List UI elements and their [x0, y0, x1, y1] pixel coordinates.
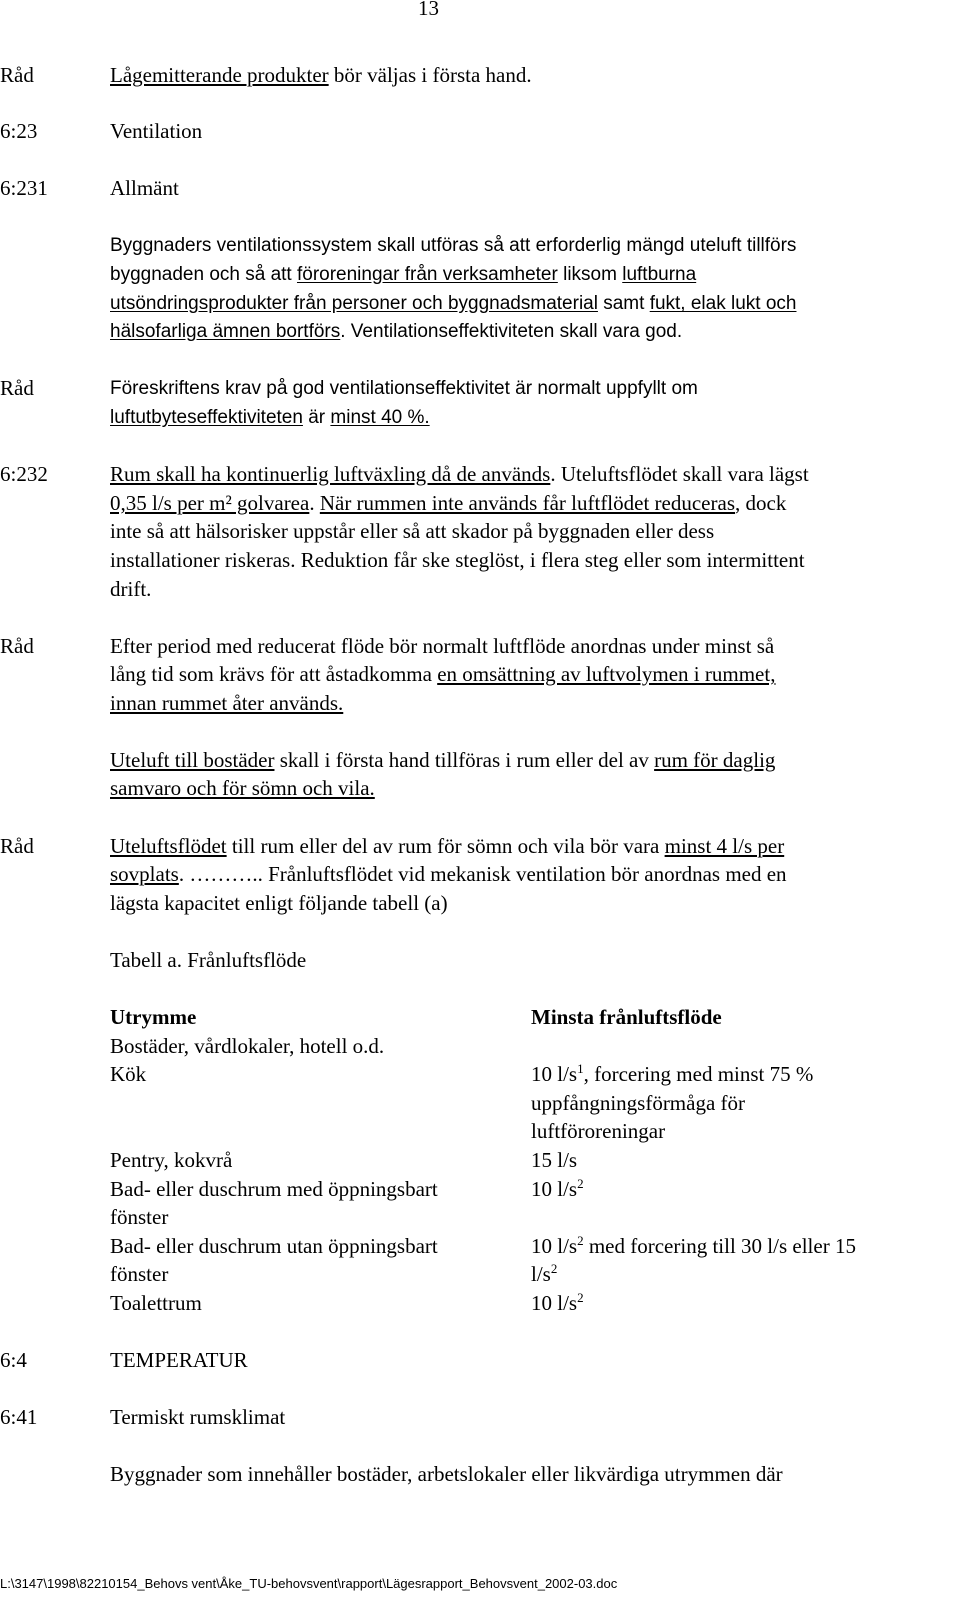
heading-ventilation: Ventilation [110, 119, 203, 143]
table-cell-kok-value-line-2: uppfångningsförmåga för [531, 1091, 746, 1115]
table-cell-bad-oppningsbart: Bad- eller duschrum med öppningsbart [110, 1177, 438, 1201]
rad-reducerat-line-1: Efter period med reducerat flöde bör normalt luftflöde anordnas under minst så [110, 634, 775, 658]
rad-uteluftsflode-line-1: Uteluftsflödet till rum eller del av rum för sömn och vila bör vara minst 4 l/s per [110, 834, 785, 858]
table-cell-pentry: Pentry, kokvrå [110, 1148, 233, 1172]
rad-uteluftsflode-line-3: lägsta kapacitet enligt följande tabell (a) [110, 891, 448, 915]
table-cell-bad-oppningsbart-line-2: fönster [110, 1205, 169, 1229]
uteluft-line-2: samvaro och för sömn och vila. [110, 776, 375, 800]
rad-ventilationseffektivitet-line-1: Föreskriftens krav på god ventilationseffektivitet är normalt uppfyllt om [110, 378, 698, 399]
rad-ventilationseffektivitet-line-2: luftutbyteseffektiviteten är minst 40 %. [110, 407, 430, 428]
uteluft-line-1: Uteluft till bostäder skall i första hand tillföras i rum eller del av rum för daglig [110, 748, 776, 772]
table-cell-bad-utan-value: 10 $l/s^2$ med forcering till 30 l/s eller 15 [531, 1233, 856, 1258]
table-header-franluftsflode: Minsta frånluftsflöde [531, 1005, 722, 1029]
heading-allmant: Allmänt [110, 176, 179, 200]
section-number-6231: 6:231 [0, 176, 48, 200]
rad-reducerat-line-2: lång tid som krävs för att åstadkomma en omsättning av luftvolymen i rummet, [110, 662, 776, 686]
table-cell-kok-value: 10 $l/s^1$, forcering med minst 75 % [531, 1061, 814, 1086]
allmant-line-4: hälsofarliga ämnen bortförs. Ventilationseffektiviteten skall vara god. [110, 321, 683, 342]
table-cell-toalettrum: Toalettrum [110, 1291, 202, 1315]
rad-uteluftsflode-line-2: sovplats. ……….. Frånluftsflödet vid mekanisk ventilation bör anordnas med en [110, 862, 787, 886]
rad-label: Råd [0, 634, 34, 658]
s6232-line-4: installationer riskeras. Reduktion får ske steglöst, i flera steg eller som intermittent [110, 548, 805, 572]
rad-label: Råd [0, 834, 34, 858]
heading-temperatur: TEMPERATUR [110, 1348, 248, 1372]
section-number-64: 6:4 [0, 1348, 27, 1372]
paragraph-byggnader: Byggnader som innehåller bostäder, arbetslokaler eller likvärdiga utrymmen där [110, 1462, 783, 1486]
table-cell-bad-utan: Bad- eller duschrum utan öppningsbart [110, 1234, 438, 1258]
rad-label: Råd [0, 376, 34, 400]
rad-label: Råd [0, 63, 34, 87]
allmant-line-1: Byggnaders ventilationssystem skall utföras så att erforderlig mängd uteluft tillförs [110, 235, 797, 256]
s6232-line-5: drift. [110, 577, 152, 601]
page-number: 13 [418, 0, 439, 20]
table-cell-kok-value-line-3: luftföroreningar [531, 1119, 666, 1143]
paragraph-lagemitterande: Lågemitterande produkter bör väljas i första hand. [110, 63, 532, 87]
allmant-line-3: utsöndringsprodukter från personer och byggnadsmaterial samt fukt, elak lukt och [110, 293, 797, 314]
allmant-line-2: byggnaden och så att föroreningar från verksamheter liksom luftburna [110, 264, 697, 285]
s6232-line-3: inte så att hälsorisker uppstår eller så att skador på byggnaden eller dess [110, 519, 715, 543]
section-number-6232: 6:232 [0, 462, 48, 486]
section-number-641: 6:41 [0, 1405, 38, 1429]
rad-reducerat-line-3: innan rummet åter används. [110, 691, 344, 715]
table-group-label: Bostäder, vårdlokaler, hotell o.d. [110, 1034, 385, 1058]
table-cell-kok: Kök [110, 1062, 147, 1086]
footer-file-path: L:\3147\1998\82210154_Behovs vent\Åke_TU-behovsvent\rapport\Lägesrapport_Behovsvent_2002-03.doc [0, 1576, 618, 1591]
s6232-line-1: Rum skall ha kontinuerlig luftväxling då de används. Uteluftsflödet skall vara lägst [110, 462, 809, 486]
table-cell-bad-utan-value-line-2: $l/s^2$ [531, 1261, 558, 1286]
section-number-623: 6:23 [0, 119, 38, 143]
table-cell-bad-oppningsbart-value: 10 $l/s^2$ [531, 1176, 584, 1201]
table-cell-pentry-value: 15 l/s [531, 1148, 578, 1172]
heading-termiskt-rumsklimat: Termiskt rumsklimat [110, 1405, 286, 1429]
table-header-utrymme: Utrymme [110, 1005, 197, 1029]
table-cell-bad-utan-line-2: fönster [110, 1262, 169, 1286]
s6232-line-2: 0,35 l/s per m² golvarea. När rummen inte används får luftflödet reduceras, dock [110, 491, 787, 515]
table-cell-toalettrum-value: 10 $l/s^2$ [531, 1290, 584, 1315]
table-caption: Tabell a. Frånluftsflöde [110, 948, 307, 972]
